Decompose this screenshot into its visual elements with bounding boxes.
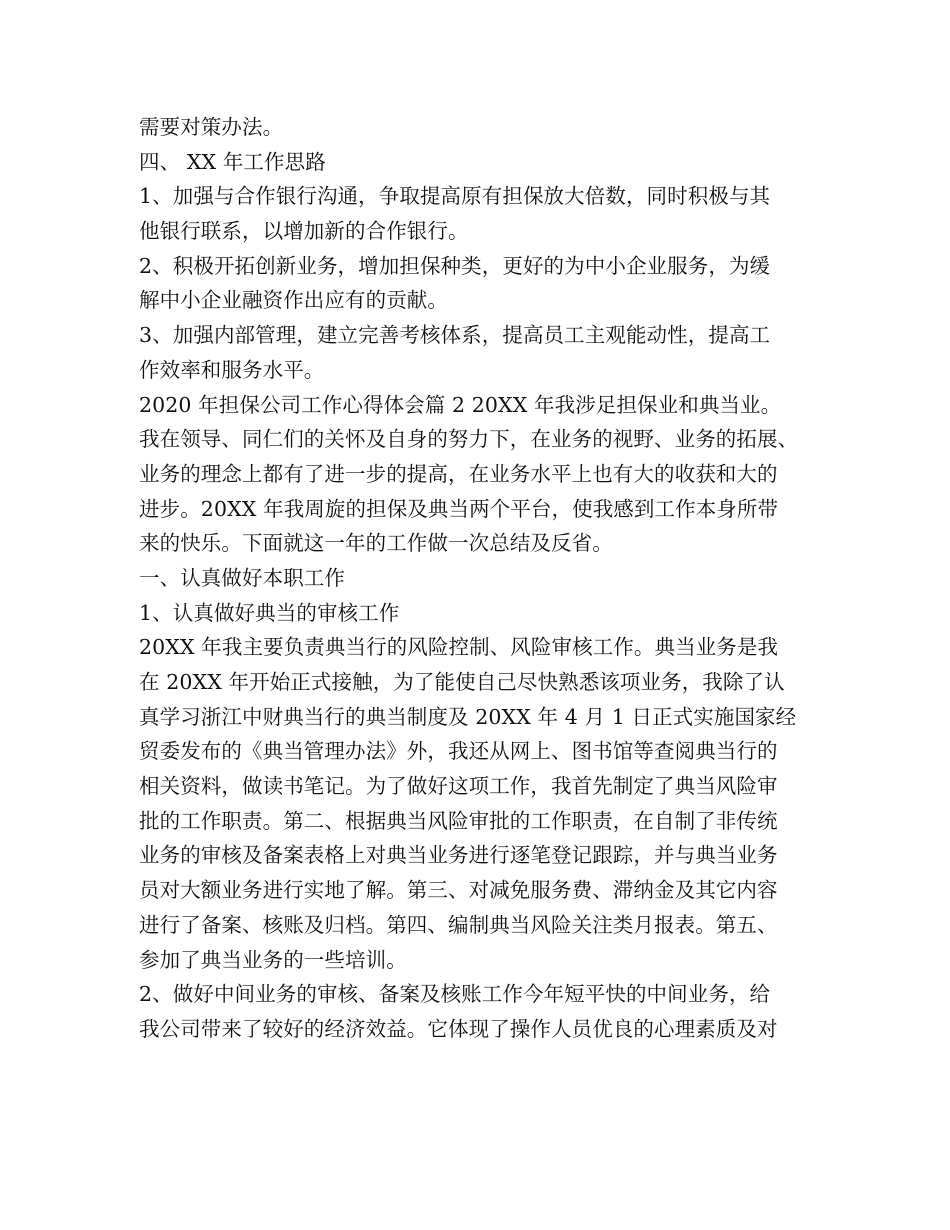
- text-line: 2、积极开拓创新业务，增加担保种类，更好的为中小企业服务，为缓: [139, 253, 771, 278]
- text-line: 进行了备案、核账及归档。第四、编制典当风险关注类月报表。第五、: [139, 912, 778, 937]
- text-line: 员对大额业务进行实地了解。第三、对减免服务费、滞纳金及其它内容: [139, 878, 778, 903]
- text-line: 3、加强内部管理，建立完善考核体系，提高员工主观能动性，提高工: [139, 323, 771, 348]
- text-line: 真学习浙江中财典当行的典当制度及 20XX 年 4 月 1 日正式实施国家经: [139, 704, 797, 729]
- section-heading: 一、认真做好本职工作: [139, 565, 345, 590]
- text-line: 参加了典当业务的一些培训。: [139, 947, 407, 972]
- text-line: 相关资料，做读书笔记。为了做好这项工作，我首先制定了典当风险审: [139, 774, 778, 799]
- text-line: 2、做好中间业务的审核、备案及核账工作今年短平快的中间业务，给: [139, 982, 771, 1007]
- text-line: 批的工作职责。第二、根据典当风险审批的工作职责，在自制了非传统: [139, 808, 778, 833]
- text-line: 20XX 年我主要负责典当行的风险控制、风险审核工作。典当业务是我: [139, 635, 779, 660]
- text-line: 业务的理念上都有了进一步的提高，在业务水平上也有大的收获和大的: [139, 461, 778, 486]
- document-body: [139, 110, 839, 1047]
- text-line: 我在领导、同仁们的关怀及自身的努力下，在业务的视野、业务的拓展、: [139, 427, 799, 452]
- text-line: 贸委发布的《典当管理办法》外，我还从网上、图书馆等查阅典当行的: [139, 739, 778, 764]
- text-line: 作效率和服务水平。: [139, 357, 325, 382]
- text-line: 他银行联系，以增加新的合作银行。: [139, 219, 469, 244]
- text-line: 2020 年担保公司工作心得体会篇 2 20XX 年我涉足担保业和典当业。: [139, 392, 782, 417]
- section-heading: 四、 XX 年工作思路: [139, 149, 326, 174]
- text-line: 业务的审核及备案表格上对典当业务进行逐笔登记跟踪，并与典当业务: [139, 843, 778, 868]
- text-line: 需要对策办法。: [139, 115, 284, 139]
- text-line: 1、加强与合作银行沟通，争取提高原有担保放大倍数，同时积极与其: [139, 184, 771, 209]
- text-line: 进步。20XX 年我周旋的担保及典当两个平台，使我感到工作本身所带: [139, 496, 779, 521]
- text-line: 在 20XX 年开始正式接触，为了能使自己尽快熟悉该项业务，我除了认: [139, 670, 785, 694]
- text-line: 来的快乐。下面就这一年的工作做一次总结及反省。: [139, 531, 613, 556]
- text-line: 我公司带来了较好的经济效益。它体现了操作人员优良的心理素质及对: [139, 1016, 778, 1041]
- subsection-heading: 1、认真做好典当的审核工作: [139, 600, 400, 625]
- text-line: 解中小企业融资作出应有的贡献。: [139, 288, 448, 313]
